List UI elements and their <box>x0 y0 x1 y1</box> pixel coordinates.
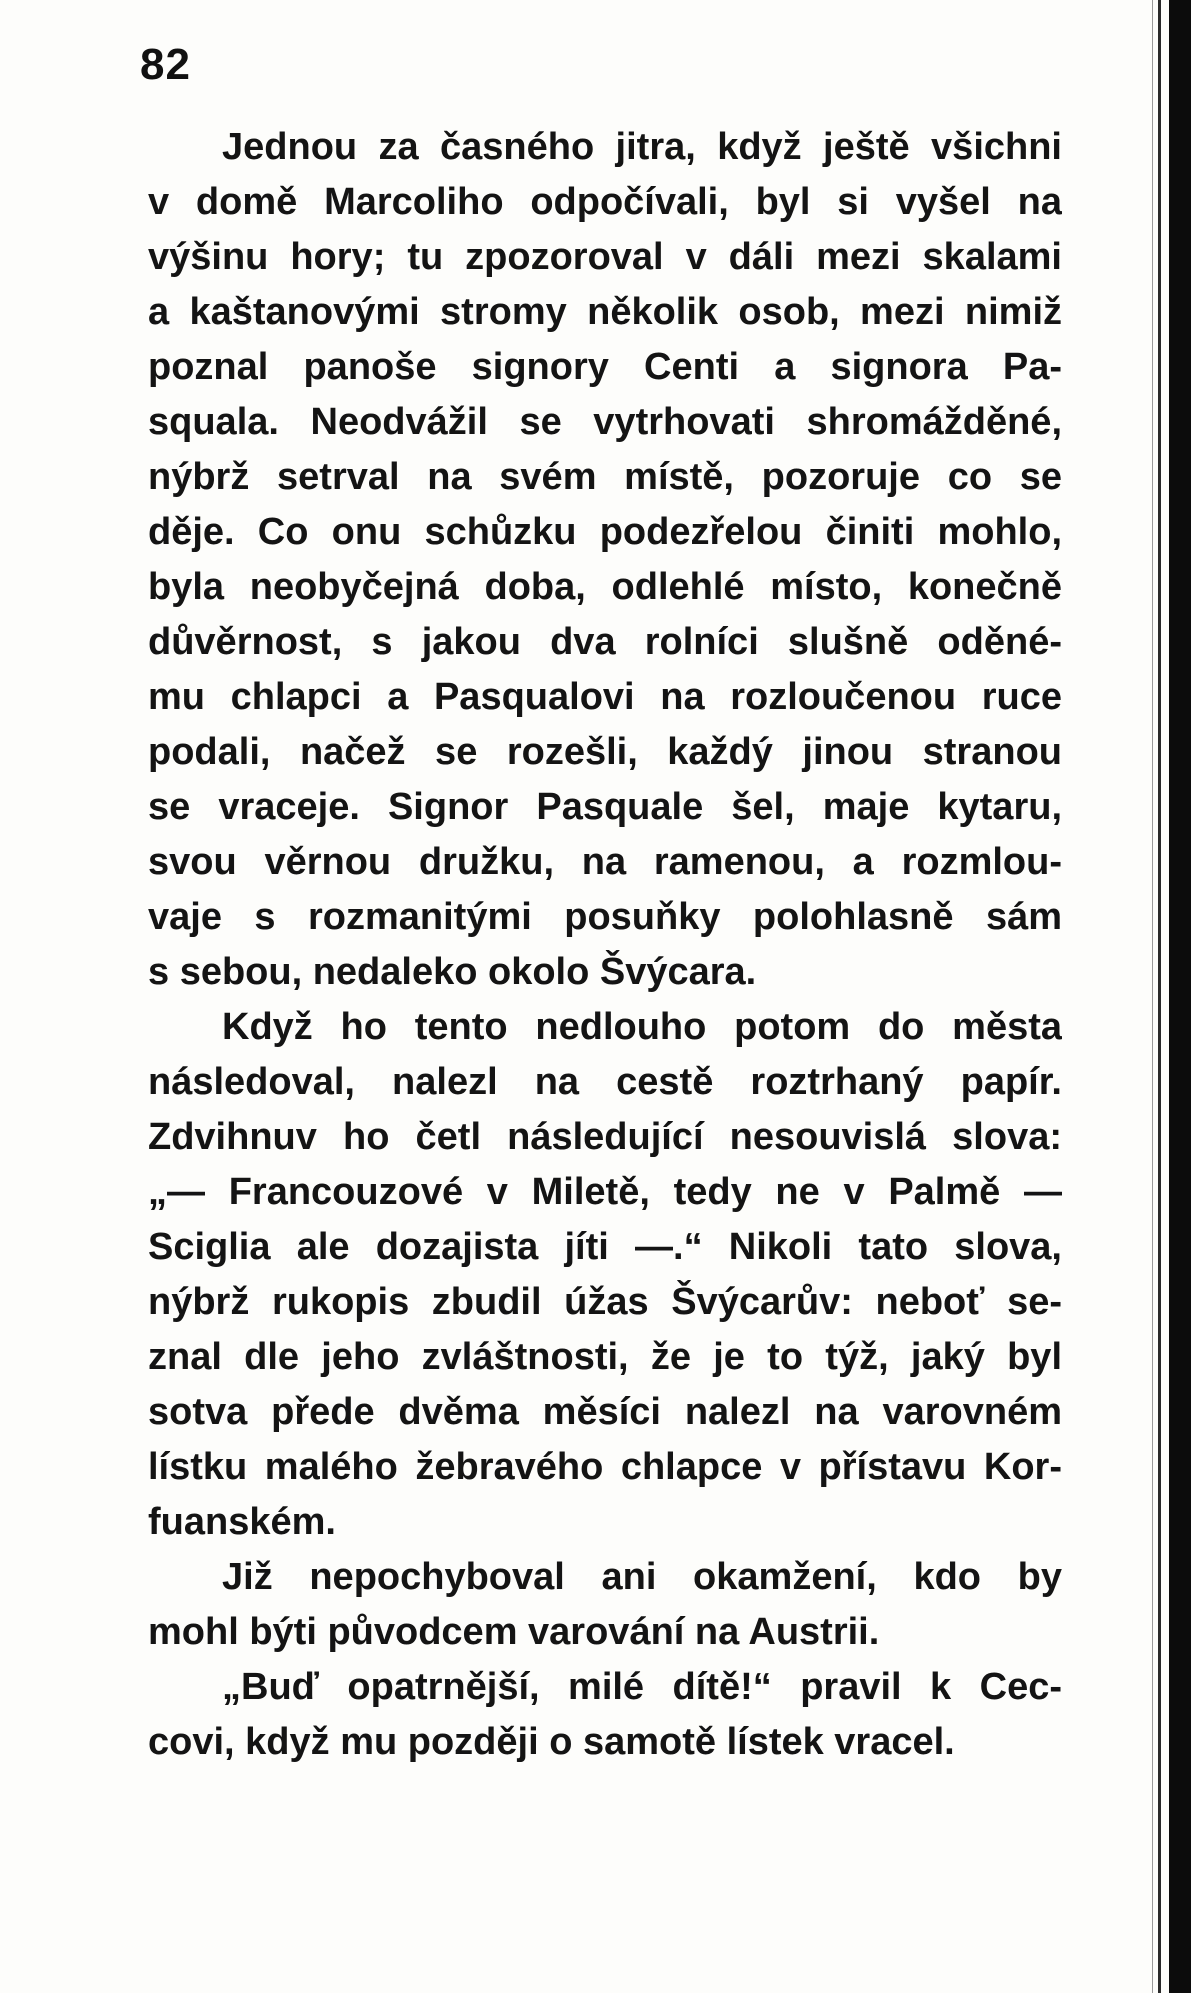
page-number: 82 <box>140 40 191 89</box>
text-line: Sciglia ale dozajista jíti —.“ Nikoli tato slova, <box>148 1226 1062 1268</box>
text-line: sotva přede dvěma měsíci nalezl na varovném <box>148 1391 1062 1433</box>
text-line: covi, když mu později o samotě lístek vracel. <box>148 1721 955 1763</box>
text-line: děje. Co onu schůzku podezřelou činiti mohlo, <box>148 511 1062 553</box>
text-line: a kaštanovými stromy několik osob, mezi nimiž <box>148 291 1062 333</box>
text-line: znal dle jeho zvláštnosti, že je to týž, jaký byl <box>148 1336 1062 1378</box>
text-line: v domě Marcoliho odpočívali, byl si vyšel na <box>148 181 1062 223</box>
text-line: nýbrž rukopis zbudil úžas Švýcarův: neboť se- <box>148 1281 1062 1323</box>
text-line: „— Francouzové v Miletě, tedy ne v Palmě — <box>148 1171 1062 1213</box>
text-line: byla neobyčejná doba, odlehlé místo, konečně <box>148 566 1062 608</box>
paragraph-3 <box>148 1550 1062 1660</box>
text-line: vaje s rozmanitými posuňky polohlasně sám <box>148 896 1062 938</box>
text-line: mohl býti původcem varování na Austrii. <box>148 1611 880 1653</box>
text-line: svou věrnou družku, na ramenou, a rozmlou- <box>148 841 1062 883</box>
paragraph-4 <box>148 1660 1062 1770</box>
binding-edge <box>1169 0 1191 1993</box>
text-line: nýbrž setrval na svém místě, pozoruje co se <box>148 456 1062 498</box>
paragraph-1 <box>148 120 1062 1000</box>
text-line: mu chlapci a Pasqualovi na rozloučenou ruce <box>148 676 1062 718</box>
binding-shadow <box>1152 0 1153 1993</box>
text-line: následoval, nalezl na cestě roztrhaný papír. <box>148 1061 1062 1103</box>
text-line: lístku malého žebravého chlapce v přístavu Kor- <box>148 1446 1062 1488</box>
text-line: se vraceje. Signor Pasquale šel, maje kytaru, <box>148 786 1062 828</box>
text-line: Jednou za časného jitra, když ještě všichni <box>222 126 1062 168</box>
binding-line <box>1158 0 1161 1993</box>
text-line: důvěrnost, s jakou dva rolníci slušně oděné- <box>148 621 1062 663</box>
text-line: s sebou, nedaleko okolo Švýcara. <box>148 951 757 993</box>
text-line: Již nepochyboval ani okamžení, kdo by <box>222 1556 1062 1598</box>
paragraph-2 <box>148 1000 1062 1550</box>
text-line: „Buď opatrnější, milé dítě!“ pravil k Cec- <box>222 1666 1062 1708</box>
text-line: Když ho tento nedlouho potom do města <box>222 1006 1062 1048</box>
text-line: výšinu hory; tu zpozoroval v dáli mezi skalami <box>148 236 1062 278</box>
text-line: podali, načež se rozešli, každý jinou stranou <box>148 731 1062 773</box>
text-line: fuanském. <box>148 1501 336 1543</box>
text-line: poznal panoše signory Centi a signora Pa- <box>148 346 1062 388</box>
body-text <box>148 120 1062 1770</box>
text-line: squala. Neodvážil se vytrhovati shromážděné, <box>148 401 1062 443</box>
text-line: Zdvihnuv ho četl následující nesouvislá slova: <box>148 1116 1062 1158</box>
